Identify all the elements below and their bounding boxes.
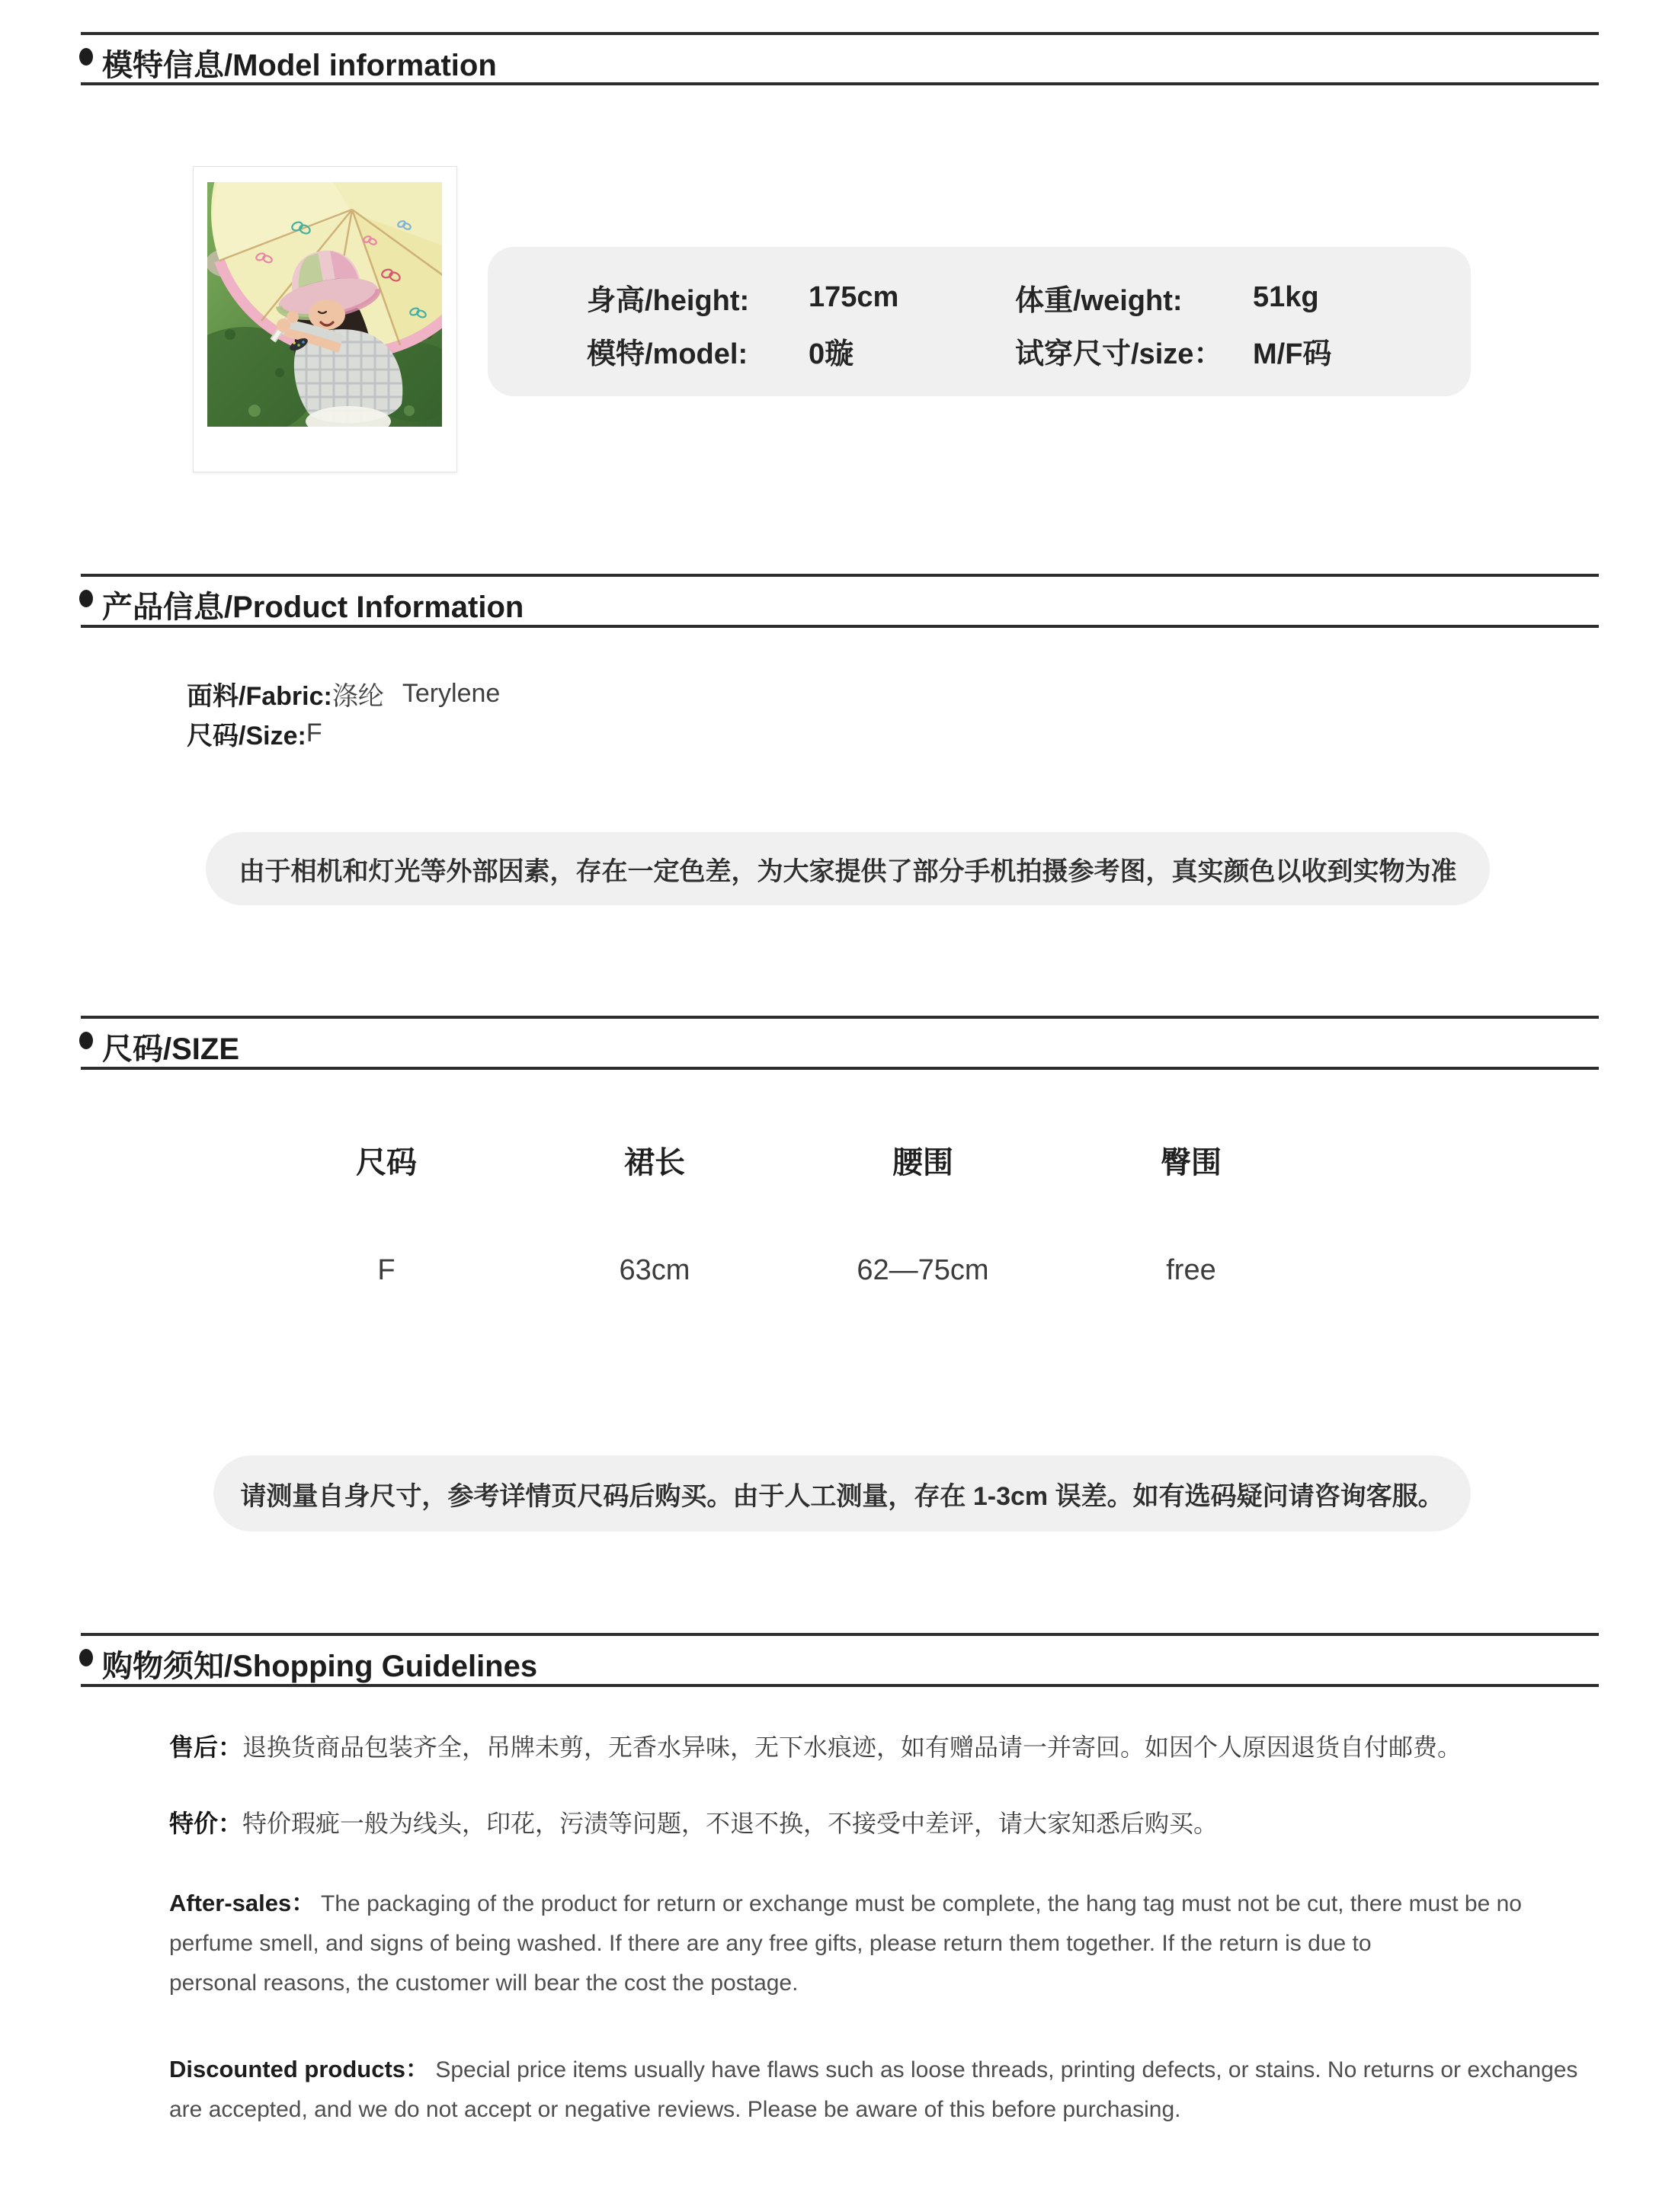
special-price-cn-text: 特价瑕疵一般为线头，印花，污渍等问题，不退不换，不接受中差评，请大家知悉后购买。 [242,1810,1219,1837]
model-info-row-1 [587,280,1319,315]
bullet-icon [79,590,93,607]
after-sales-en-line-3: personal reasons, the customer will bear the cost the postage. [169,1970,799,1996]
fabric-value-cn: 涤纶 [331,681,384,711]
discounted-products-en-line-1: Special price items usually have flaws such as loose threads, printing defects, or stains. No returns or exchanges [435,2057,1578,2082]
fabric-row [187,677,500,710]
waist-cell: 62—75cm [857,1254,989,1286]
divider-line [81,625,1599,628]
size-table-row [252,1254,1327,1287]
height-label: 身高/height: [587,284,750,317]
bullet-icon [79,1649,93,1666]
after-sales-cn-paragraph [169,1728,1462,1763]
after-sales-cn-text: 退换货商品包装齐全，吊牌未剪，无香水异味，无下水痕迹，如有赠品请一并寄回。如因个人原因退货自付邮费。 [242,1733,1462,1761]
special-price-cn-label: 特价： [169,1810,243,1837]
after-sales-cn-label: 售后： [169,1733,243,1761]
weight-value: 51kg [1253,280,1319,313]
bullet-icon [79,1032,93,1049]
fabric-label: 面料/Fabric: [187,681,332,711]
size-table-col-skirt-length: 裙长 [624,1146,685,1180]
model-info-panel [488,247,1471,396]
size-label: 尺码/Size: [187,721,306,751]
model-info-row-2 [587,333,1331,368]
try-on-size-value: M/F码 [1253,338,1332,370]
size-table-col-hip: 臀围 [1161,1146,1222,1180]
special-price-cn-paragraph [169,1804,1218,1839]
section-title-model-info: 模特信息/Model information [102,49,497,82]
model-photo [193,166,457,472]
bullet-icon [79,48,93,66]
size-table-header [252,1138,1327,1182]
divider-line [81,1067,1599,1070]
section-title-size: 尺码/SIZE [102,1032,240,1066]
size-table-col-size: 尺码 [356,1146,417,1180]
after-sales-en-label: After-sales： [169,1890,315,1916]
divider-line [81,32,1599,35]
discounted-products-en-label: Discounted products： [169,2056,430,2082]
height-value: 175cm [809,280,899,313]
size-value: F [306,718,322,747]
hip-cell: free [1166,1254,1216,1286]
section-title-product-info: 产品信息/Product Information [102,591,524,624]
divider-line [81,1633,1599,1636]
size-value-cell: F [377,1254,396,1286]
color-difference-note: 由于相机和灯光等外部因素，存在一定色差，为大家提供了部分手机拍摄参考图，真实颜色以收到实物为准 [206,832,1490,905]
size-table-col-waist: 腰围 [892,1146,953,1180]
divider-line [81,574,1599,577]
discounted-products-en-paragraph [169,2050,1577,2130]
after-sales-en-line-1: The packaging of the product for return or exchange must be complete, the hang tag must not be cut, there must be no [321,1891,1522,1916]
fabric-value-en: Terylene [402,678,501,708]
divider-line [81,1016,1599,1019]
divider-line [81,1684,1599,1687]
weight-label: 体重/weight: [1015,284,1183,317]
model-name-value: 0璇 [809,338,854,370]
after-sales-en-line-2: perfume smell, and signs of being washed. If there are any free gifts, please return them together. If the return is due to [169,1931,1372,1956]
measurement-note: 请测量自身尺寸，参考详情页尺码后购买。由于人工测量，存在 1-3cm 误差。如有选码疑问请咨询客服。 [213,1455,1471,1532]
size-row [187,716,322,750]
section-title-shopping-guidelines: 购物须知/Shopping Guidelines [102,1650,538,1683]
divider-line [81,82,1599,85]
discounted-products-en-line-2: are accepted, and we do not accept or negative reviews. Please be aware of this before purchasing. [169,2097,1181,2122]
model-photo-image [207,182,442,427]
after-sales-en-paragraph [169,1884,1522,2003]
skirt-length-cell: 63cm [619,1254,690,1286]
model-name-label: 模特/model: [587,338,748,370]
try-on-size-label: 试穿尺寸/size： [1015,338,1223,370]
